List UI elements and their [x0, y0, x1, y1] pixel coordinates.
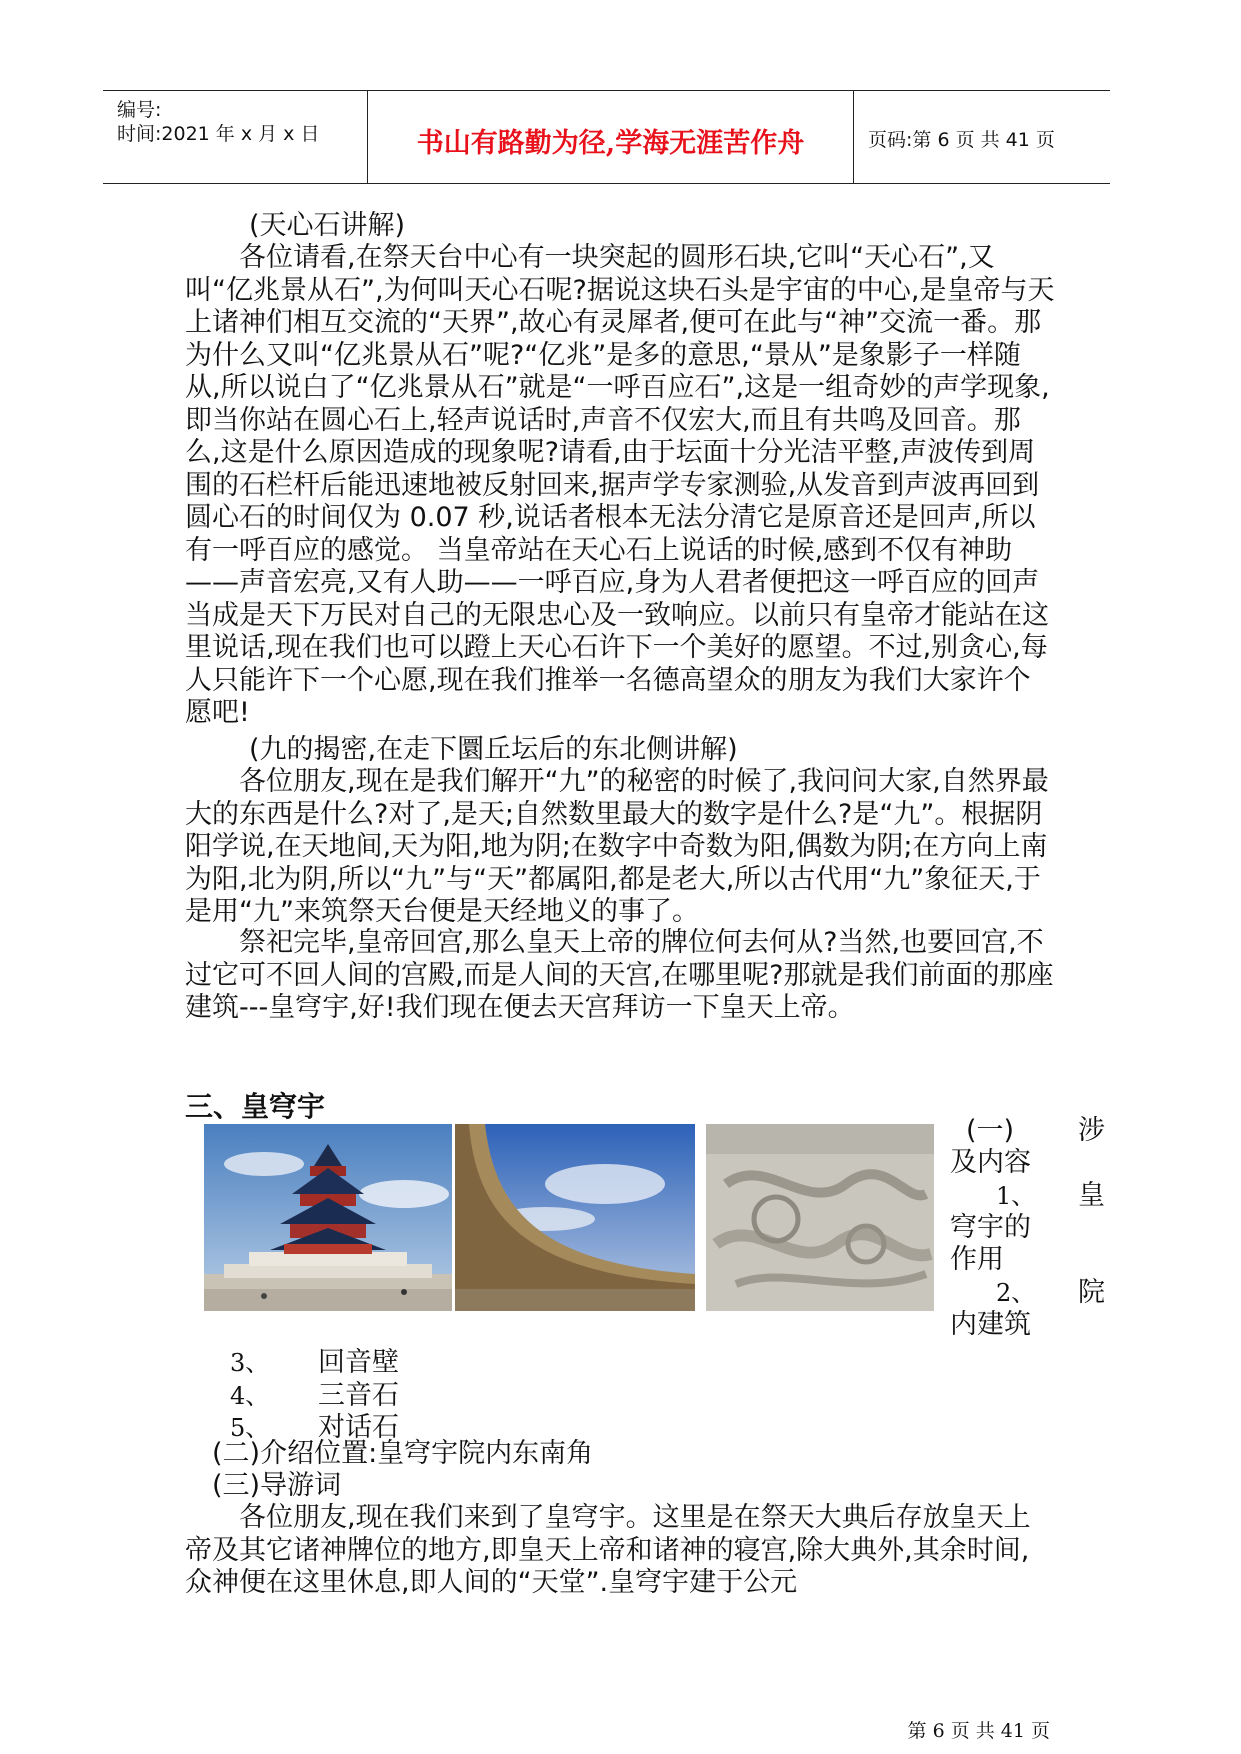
side-text: 1、 — [996, 1182, 1036, 1210]
number-label: 编号: — [117, 99, 162, 121]
heading-guide-words: (三)导游词 — [212, 1470, 342, 1501]
side-text: 院 — [1078, 1277, 1105, 1308]
paragraph-huangqiongyu: 各位朋友,现在我们来到了皇穹宇。这里是在祭天大典后存放皇天上帝及其它诸神牌位的地方,即皇天上帝和诸神的寝宫,除大典外,其余时间,众神便在这里休息,即人间的“天堂”.皇穹宇建于公元 — [185, 1502, 1031, 1598]
side-text: (一) — [966, 1115, 1015, 1146]
heading-nine: (九的揭密,在走下圜丘坛后的东北侧讲解) — [249, 734, 738, 765]
side-line-4: 穹宇的 — [950, 1212, 1031, 1243]
side-line-5: 作用 — [950, 1244, 1004, 1275]
side-text: 2、 — [996, 1279, 1036, 1307]
page-header — [103, 90, 1110, 184]
side-text: 涉 — [1078, 1115, 1105, 1146]
list-text: 三音石 — [318, 1380, 399, 1411]
side-line-6 — [950, 1277, 1105, 1309]
time-label: 时间:2021 年 x 月 x 日 — [117, 123, 320, 145]
photo-echo-wall — [455, 1124, 695, 1311]
paragraph-nine: 各位朋友,现在是我们解开“九”的秘密的时候了,我问问大家,自然界最大的东西是什么?对了,是天;自然数里最大的数字是什么?是“九”。根据阴阳学说,在天地间,天为阳,地为阴;在数字中奇数为阳,偶数为阴;在方向上南为阳,北为阴,所以“九”与“天”都属阳,都是老大,所以古代用“九”象征天,于是用“九”来筑祭天台便是天经地义的事了。 — [185, 766, 1049, 927]
list-number: 5、 — [230, 1414, 270, 1442]
motto-text: 书山有路勤为径,学海无涯苦作舟 — [416, 128, 805, 159]
heading-tianxinshi: (天心石讲解) — [249, 210, 406, 241]
page-footer: 第 6 页 共 41 页 — [907, 1720, 1050, 1742]
side-line-1 — [950, 1115, 1105, 1147]
side-line-3 — [950, 1180, 1105, 1212]
paragraph-return: 祭祀完毕,皇帝回宫,那么皇天上帝的牌位何去何从?当然,也要回宫,不过它可不回人间的宫殿,而是人间的天宫,在哪里呢?那就是我们前面的那座建筑---皇穹宇,好!我们现在便去天宫拜访一下皇天上帝。 — [185, 927, 1054, 1023]
list-number: 3、 — [230, 1349, 270, 1377]
header-page-cell — [854, 91, 1110, 183]
list-text: 对话石 — [318, 1412, 399, 1443]
page-number-label: 页码:第 6 页 共 41 页 — [868, 129, 1055, 151]
side-text: 皇 — [1078, 1180, 1105, 1211]
list-number: 4、 — [230, 1382, 270, 1410]
photo-dragon-carving — [706, 1124, 934, 1311]
side-line-7: 内建筑 — [950, 1309, 1031, 1340]
photo-hall-of-prayer — [204, 1124, 452, 1311]
header-info-cell — [103, 91, 367, 183]
heading-location: (二)介绍位置:皇穹宇院内东南角 — [212, 1438, 594, 1469]
section-title: 三、皇穹宇 — [185, 1090, 326, 1123]
side-line-2: 及内容 — [950, 1147, 1031, 1178]
paragraph-tianxinshi: 各位请看,在祭天台中心有一块突起的圆形石块,它叫“天心石”,又叫“亿兆景从石”,为何叫天心石呢?据说这块石头是宇宙的中心,是皇帝与天上诸神们相互交流的“天界”,故心有灵犀者,便可在此与“神”交流一番。那为什么又叫“亿兆景从石”呢?“亿兆”是多的意思,“景从”是象影子一样随从,所以说白了“亿兆景从石”就是“一呼百应石”,这是一组奇妙的声学现象,即当你站在圆心石上,轻声说话时,声音不仅宏大,而且有共鸣及回音。那么,这是什么原因造成的现象呢?请看,由于坛面十分光洁平整,声波传到周围的石栏杆后能迅速地被反射回来,据声学专家测验,从发音到声波再回到圆心石的时间仅为 0.07 秒,说话者根本无法分清它是原音还是回声,所以有一呼百应的感觉。 当皇帝站在天心石上说话的时候,感到不仅有神助——声音宏亮,又有人助——一呼百应,身为人君者便把这一呼百应的回声当成是天下万民对自己的无限忠心及一致响应。以前只有皇帝才能站在这里说话,现在我们也可以蹬上天心石许下一个美好的愿望。不过,别贪心,每人只能许下一个心愿,现在我们推举一名德高望众的朋友为我们大家许个愿吧! — [185, 242, 1055, 728]
list-text: 回音壁 — [318, 1347, 399, 1378]
header-motto-cell — [367, 91, 854, 183]
